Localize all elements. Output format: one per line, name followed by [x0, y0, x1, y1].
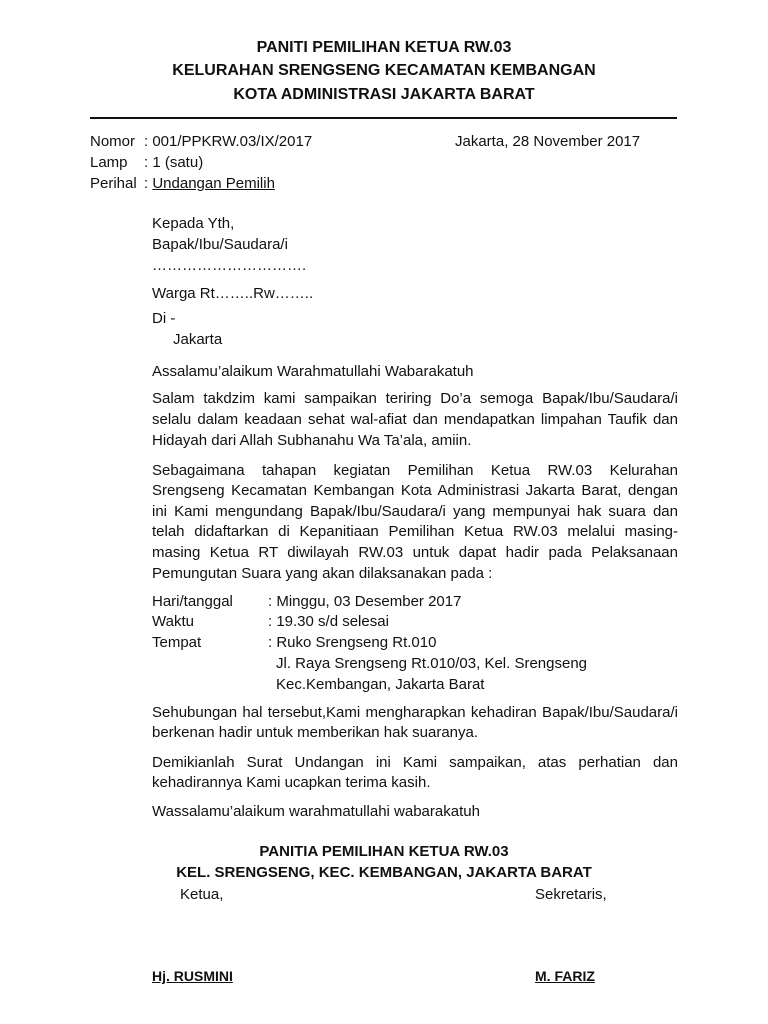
paragraph-2-line-3: ini Kami mengundang Bapak/Ibu/Saudara/i yang mempunyai hak suara dan [152, 503, 678, 520]
letterhead-divider [90, 117, 677, 119]
schedule-place-address-2: Kec.Kembangan, Jakarta Barat [276, 676, 485, 693]
schedule-place-address-1: Jl. Raya Srengseng Rt.010/03, Kel. Srengseng [276, 655, 588, 672]
signature-name-secretary: M. FARIZ [535, 968, 595, 984]
letterhead-line-1: PANITI PEMILIHAN KETUA RW.03 [256, 39, 512, 56]
closing-salutation: Wassalamu’alaikum warahmatullahi wabarakatuh [152, 803, 480, 820]
signature-role-chair: Ketua, [180, 886, 224, 903]
perihal-row [144, 174, 275, 195]
letterhead-line-2: KELURAHAN SRENGSENG KECAMATAN KEMBANGAN [172, 62, 596, 79]
schedule-date-label: Hari/tanggal [152, 593, 233, 610]
recipient-title: Bapak/Ibu/Saudara/i [152, 236, 288, 253]
lamp-label: Lamp [90, 154, 128, 171]
schedule-place-label: Tempat [152, 634, 202, 651]
signature-org-line-2: KEL. SRENGSENG, KEC. KEMBANGAN, JAKARTA BARAT [176, 864, 592, 881]
signature-org-line-1: PANITIA PEMILIHAN KETUA RW.03 [259, 843, 509, 860]
paragraph-1-line-2: selalu dalam keadaan sehat wal-afiat dan mendapatkan limpahan Taufik dan [152, 411, 678, 428]
paragraph-3-line-1: Sehubungan hal tersebut,Kami mengharapkan kehadiran Bapak/Ibu/Saudara/i [152, 704, 678, 721]
paragraph-2-line-6: Pemungutan Suara yang akan dilaksanakan pada : [152, 565, 493, 582]
lamp-value: : 1 (satu) [144, 154, 204, 171]
paragraph-2-line-2: Srengseng Kecamatan Kembangan Kota Administrasi Jakarta Barat, dengan [152, 482, 678, 499]
perihal-value: Undangan Pemilih [152, 175, 275, 192]
nomor-value: : 001/PPKRW.03/IX/2017 [144, 133, 313, 150]
paragraph-2-line-5: masing Ketua RT diwilayah RW.03 untuk dapat hadir pada Pelaksanaan [152, 544, 678, 561]
nomor-label: Nomor [90, 133, 136, 150]
schedule-time-label: Waktu [152, 613, 194, 630]
schedule-date-value: : Minggu, 03 Desember 2017 [268, 593, 462, 610]
recipient-warga: Warga Rt……..Rw…….. [152, 285, 314, 302]
schedule-place-value: : Ruko Srengseng Rt.010 [268, 634, 437, 651]
perihal-colon: : [144, 175, 153, 192]
paragraph-2-line-1: Sebagaimana tahapan kegiatan Pemilihan Ketua RW.03 Kelurahan [152, 462, 678, 479]
perihal-label: Perihal [90, 175, 137, 192]
paragraph-1-line-1: Salam takdzim kami sampaikan teriring Do’a semoga Bapak/Ibu/Saudara/i [152, 390, 678, 407]
greeting: Assalamu’alaikum Warahmatullahi Wabarakatuh [152, 363, 474, 380]
recipient-city: Jakarta [173, 331, 223, 348]
paragraph-1-line-3: Hidayah dari Allah Subhanahu Wa Ta’ala, amiin. [152, 432, 472, 449]
signature-role-secretary: Sekretaris, [535, 886, 607, 903]
recipient-di: Di - [152, 310, 176, 327]
schedule-time-value: : 19.30 s/d selesai [268, 613, 389, 630]
place-date: Jakarta, 28 November 2017 [455, 133, 641, 150]
signature-name-chair: Hj. RUSMINI [152, 968, 233, 984]
paragraph-4-line-2: kehadirannya Kami ucapkan terima kasih. [152, 774, 431, 791]
paragraph-3-line-2: berkenan hadir untuk memberikan hak suaranya. [152, 724, 479, 741]
letterhead-line-3: KOTA ADMINISTRASI JAKARTA BARAT [233, 86, 535, 103]
paragraph-2-line-4: telah didaftarkan di Kepanitiaan Pemilihan Ketua RW.03 melalui masing- [152, 523, 678, 540]
recipient-name-blank: …………………………. [152, 257, 307, 274]
paragraph-4-line-1: Demikianlah Surat Undangan ini Kami sampaikan, atas perhatian dan [152, 754, 678, 771]
recipient-kepada: Kepada Yth, [152, 215, 235, 232]
